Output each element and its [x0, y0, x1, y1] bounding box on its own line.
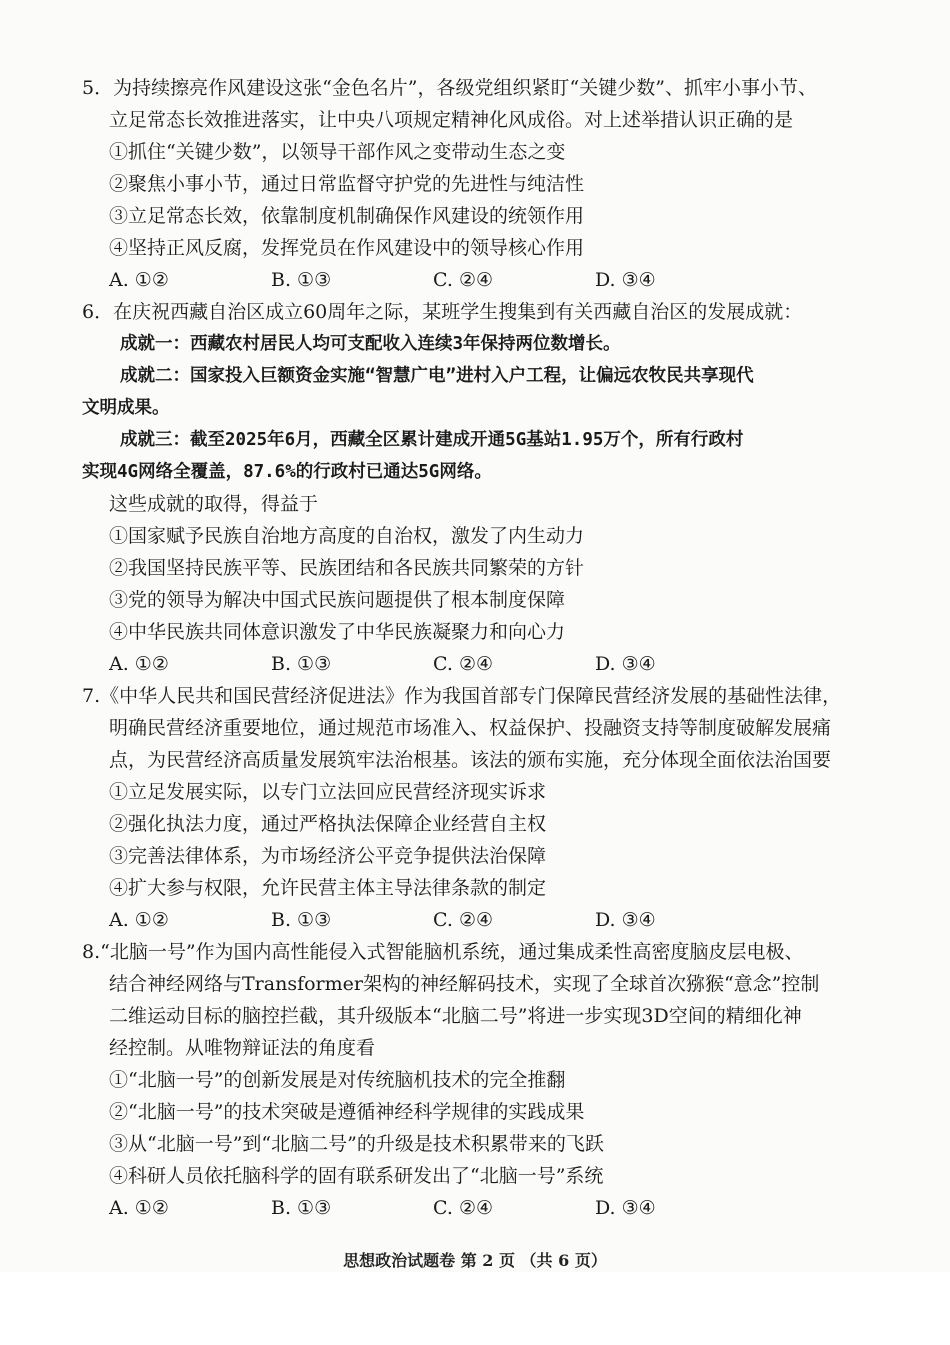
question-5 [82, 72, 882, 296]
achievement-line: 文明成果。 [82, 398, 170, 418]
question-7 [82, 680, 882, 936]
question-stem-line: 7.《中华人民共和国民营经济促进法》作为我国首部专门保障民营经济发展的基础性法律， [82, 685, 842, 707]
achievement-line: 实现4G网络全覆盖，87.6%的行政村已通达5G网络。 [82, 462, 492, 482]
choice-c: C. ②④ [433, 1197, 494, 1219]
statement-item: ③立足常态长效，依靠制度机制确保作风建设的统领作用 [109, 205, 585, 227]
statement-item: ②强化执法力度，通过严格执法保障企业经营自主权 [109, 813, 547, 835]
statement-item: ①立足发展实际，以专门立法回应民营经济现实诉求 [109, 781, 547, 803]
statement-item: ③从“北脑一号”到“北脑二号”的升级是技术积累带来的飞跃 [109, 1133, 604, 1155]
choice-d: D. ③④ [595, 653, 656, 675]
choice-b: B. ①③ [271, 269, 332, 291]
choice-d: D. ③④ [595, 1197, 656, 1219]
question-6 [82, 296, 882, 680]
question-stem-line: 经控制。从唯物辩证法的角度看 [109, 1037, 376, 1059]
exam-content [82, 72, 882, 1224]
choice-b: B. ①③ [271, 909, 332, 931]
statement-item: ④科研人员依托脑科学的固有联系研发出了“北脑一号”系统 [109, 1165, 604, 1187]
statement-item: ④坚持正风反腐，发挥党员在作风建设中的领导核心作用 [109, 237, 585, 259]
question-stem-line: 5．为持续擦亮作风建设这张“金色名片”，各级党组织紧盯“关键少数”、抓牢小事小节、 [82, 77, 817, 99]
statement-item: ③党的领导为解决中国式民族问题提供了根本制度保障 [109, 589, 566, 611]
answer-choices [82, 904, 882, 936]
answer-choices [82, 264, 882, 296]
choice-d: D. ③④ [595, 909, 656, 931]
statement-item: ②聚焦小事小节，通过日常监督守护党的先进性与纯洁性 [109, 173, 585, 195]
question-stem-line: 明确民营经济重要地位，通过规范市场准入、权益保护、投融资支持等制度破解发展痛 [109, 717, 832, 739]
question-lead: 这些成就的取得，得益于 [109, 493, 319, 515]
question-stem-line: 立足常态长效推进落实，让中央八项规定精神化风成俗。对上述举措认识正确的是 [109, 109, 794, 131]
statement-item: ①抓住“关键少数”，以领导干部作风之变带动生态之变 [109, 141, 566, 163]
choice-a: A. ①② [109, 269, 169, 291]
statement-item: ①国家赋予民族自治地方高度的自治权，激发了内生动力 [109, 525, 585, 547]
achievement-line: 成就二：国家投入巨额资金实施“智慧广电”进村入户工程，让偏远农牧民共享现代 [120, 366, 754, 386]
answer-choices [82, 648, 882, 680]
choice-c: C. ②④ [433, 653, 494, 675]
statement-item: ②“北脑一号”的技术突破是遵循神经科学规律的实践成果 [109, 1101, 585, 1123]
statement-item: ②我国坚持民族平等、民族团结和各民族共同繁荣的方针 [109, 557, 585, 579]
statement-item: ④扩大参与权限，允许民营主体主导法律条款的制定 [109, 877, 547, 899]
achievement-line: 成就三：截至2025年6月，西藏全区累计建成开通5G基站1.95万个，所有行政村 [120, 430, 744, 450]
statement-item: ④中华民族共同体意识激发了中华民族凝聚力和向心力 [109, 621, 566, 643]
statement-item: ③完善法律体系，为市场经济公平竞争提供法治保障 [109, 845, 547, 867]
statement-item: ①“北脑一号”的创新发展是对传统脑机技术的完全推翻 [109, 1069, 566, 1091]
bottom-margin [0, 1272, 950, 1345]
question-stem-line: 结合神经网络与Transformer架构的神经解码技术，实现了全球首次猕猴“意念”控制 [109, 973, 820, 995]
page-footer: 思想政治试题卷 第 2 页 （共 6 页） [343, 1251, 607, 1270]
question-stem-line: 8.“北脑一号”作为国内高性能侵入式智能脑机系统，通过集成柔性高密度脑皮层电极、 [82, 941, 804, 963]
question-stem-line: 二维运动目标的脑控拦截，其升级版本“北脑二号”将进一步实现3D空间的精细化神 [109, 1005, 802, 1027]
question-8 [82, 936, 882, 1224]
choice-d: D. ③④ [595, 269, 656, 291]
choice-c: C. ②④ [433, 909, 494, 931]
achievement-line: 成就一：西藏农村居民人均可支配收入连续3年保持两位数增长。 [120, 334, 621, 354]
choice-a: A. ①② [109, 653, 169, 675]
question-stem-line: 6．在庆祝西藏自治区成立60周年之际，某班学生搜集到有关西藏自治区的发展成就： [82, 301, 803, 323]
choice-c: C. ②④ [433, 269, 494, 291]
choice-a: A. ①② [109, 1197, 169, 1219]
choice-b: B. ①③ [271, 653, 332, 675]
question-stem-line: 点，为民营经济高质量发展筑牢法治根基。该法的颁布实施，充分体现全面依法治国要 [109, 749, 832, 771]
answer-choices [82, 1192, 882, 1224]
choice-b: B. ①③ [271, 1197, 332, 1219]
choice-a: A. ①② [109, 909, 169, 931]
